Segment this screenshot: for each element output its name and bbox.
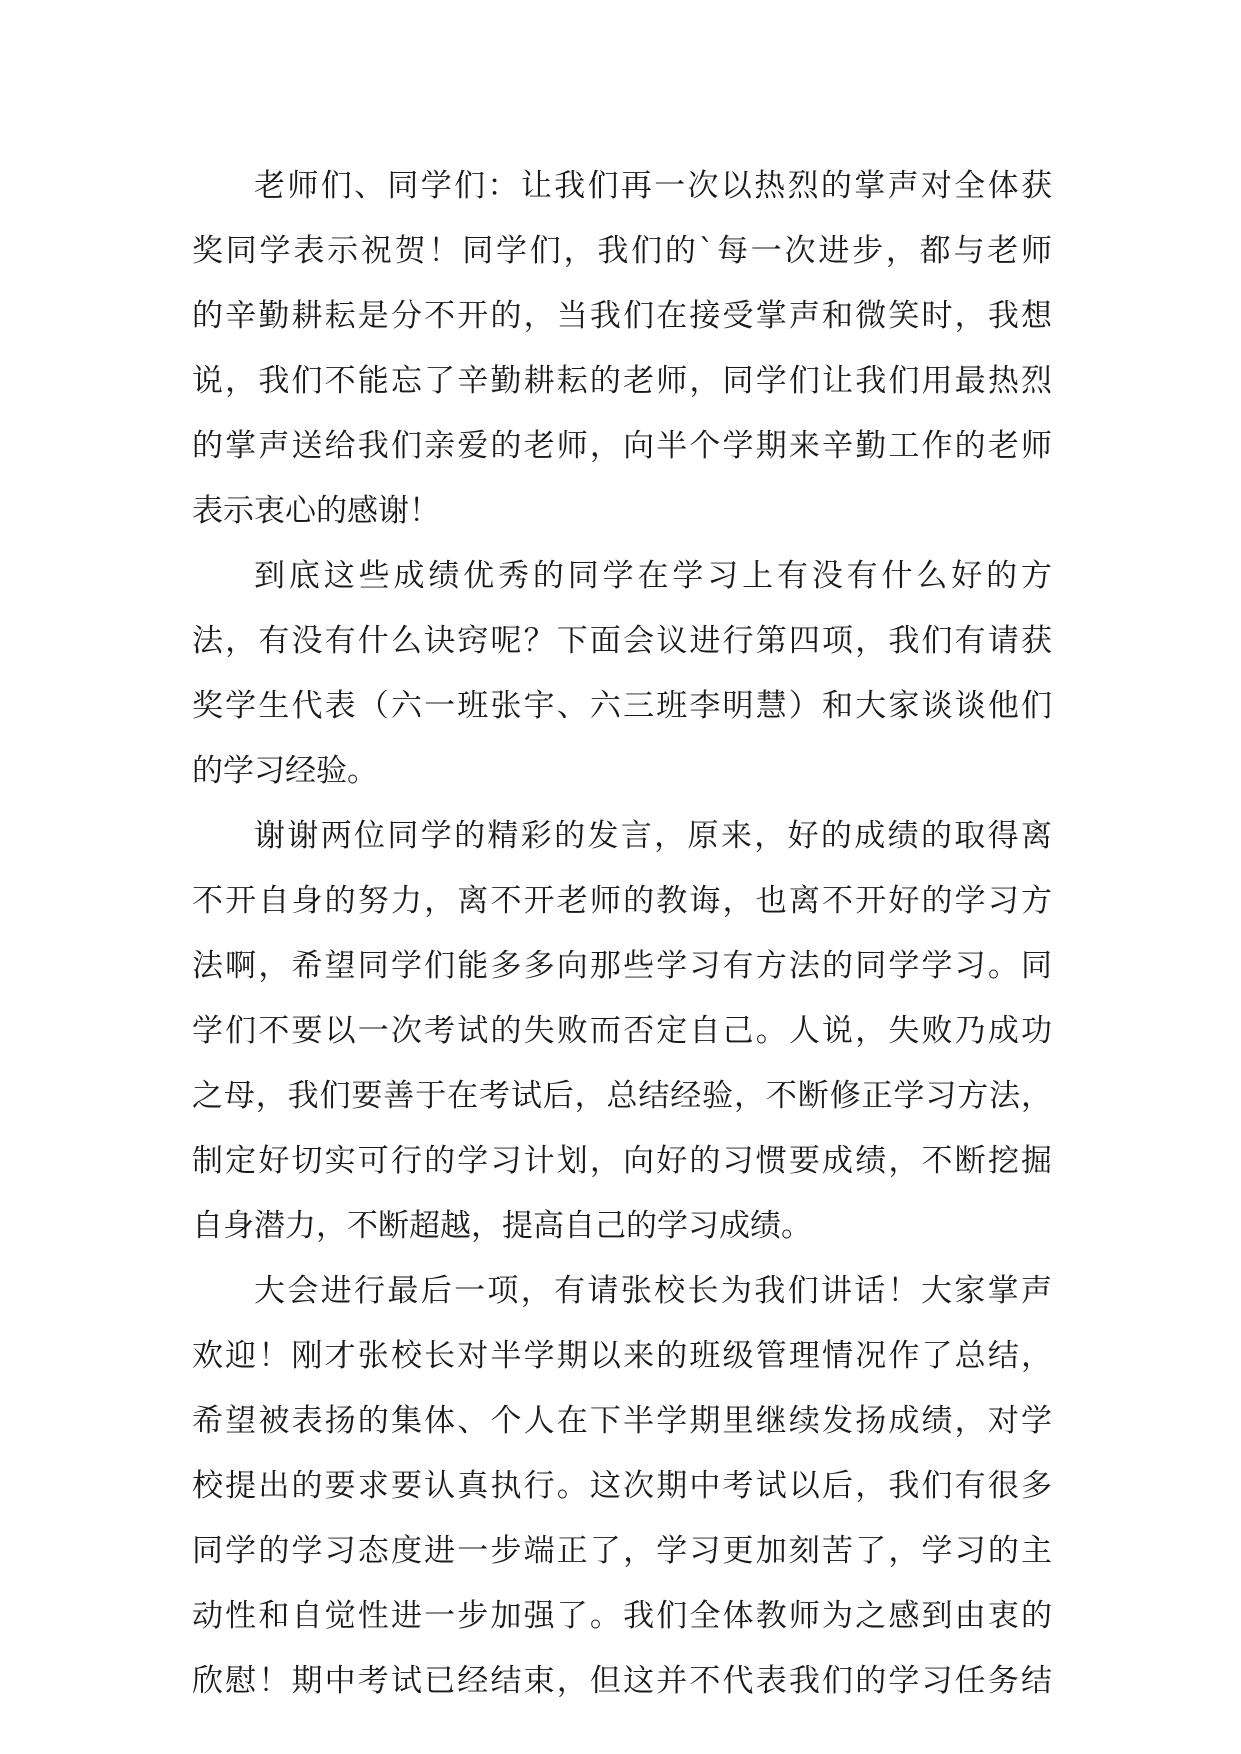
paragraph-line: 希望被表扬的集体、个人在下半学期里继续发扬成绩，对学: [192, 1403, 1052, 1439]
paragraph-line: 奖同学表示祝贺！同学们，我们的`每一次进步，都与老师: [192, 233, 1052, 269]
paragraph-line: 校提出的要求要认真执行。这次期中考试以后，我们有很多: [192, 1468, 1052, 1504]
paragraph-line: 法啊，希望同学们能多多向那些学习有方法的同学学习。同: [192, 948, 1052, 984]
paragraph-line: 老师们、同学们：让我们再一次以热烈的掌声对全体获: [254, 168, 1052, 204]
paragraph-line: 表示衷心的感谢！: [192, 493, 440, 529]
paragraph-2: [192, 544, 1052, 804]
paragraph-line: 之母，我们要善于在考试后，总结经验，不断修正学习方法，: [192, 1078, 1052, 1114]
paragraph-line: 欣慰！期中考试已经结束，但这并不代表我们的学习任务结: [192, 1663, 1052, 1699]
paragraph-line: 法，有没有什么诀窍呢？下面会议进行第四项，我们有请获: [192, 623, 1052, 659]
paragraph-line: 学们不要以一次考试的失败而否定自己。人说，失败乃成功: [192, 1013, 1052, 1049]
paragraph-line: 不开自身的努力，离不开老师的教诲，也离不开好的学习方: [192, 883, 1052, 919]
paragraph-1: [192, 154, 1052, 544]
paragraph-line: 到底这些成绩优秀的同学在学习上有没有什么好的方: [254, 558, 1052, 594]
paragraph-4: [192, 1259, 1052, 1714]
paragraph-line: 奖学生代表（六一班张宇、六三班李明慧）和大家谈谈他们: [192, 688, 1052, 724]
paragraph-line: 制定好切实可行的学习计划，向好的习惯要成绩，不断挖掘: [192, 1143, 1052, 1179]
paragraph-line: 的学习经验。: [192, 753, 378, 789]
paragraph-line: 同学的学习态度进一步端正了，学习更加刻苦了，学习的主: [192, 1533, 1052, 1569]
paragraph-line: 自身潜力，不断超越，提高自己的学习成绩。: [192, 1208, 812, 1244]
paragraph-line: 欢迎！刚才张校长对半学期以来的班级管理情况作了总结，: [192, 1338, 1052, 1374]
document-body: [192, 154, 1052, 1714]
paragraph-line: 谢谢两位同学的精彩的发言，原来，好的成绩的取得离: [254, 818, 1052, 854]
paragraph-3: [192, 804, 1052, 1259]
paragraph-line: 大会进行最后一项，有请张校长为我们讲话！大家掌声: [254, 1273, 1052, 1309]
paragraph-line: 说，我们不能忘了辛勤耕耘的老师，同学们让我们用最热烈: [192, 363, 1052, 399]
paragraph-line: 的掌声送给我们亲爱的老师，向半个学期来辛勤工作的老师: [192, 428, 1052, 464]
paragraph-line: 的辛勤耕耘是分不开的，当我们在接受掌声和微笑时，我想: [192, 298, 1052, 334]
paragraph-line: 动性和自觉性进一步加强了。我们全体教师为之感到由衷的: [192, 1598, 1052, 1634]
